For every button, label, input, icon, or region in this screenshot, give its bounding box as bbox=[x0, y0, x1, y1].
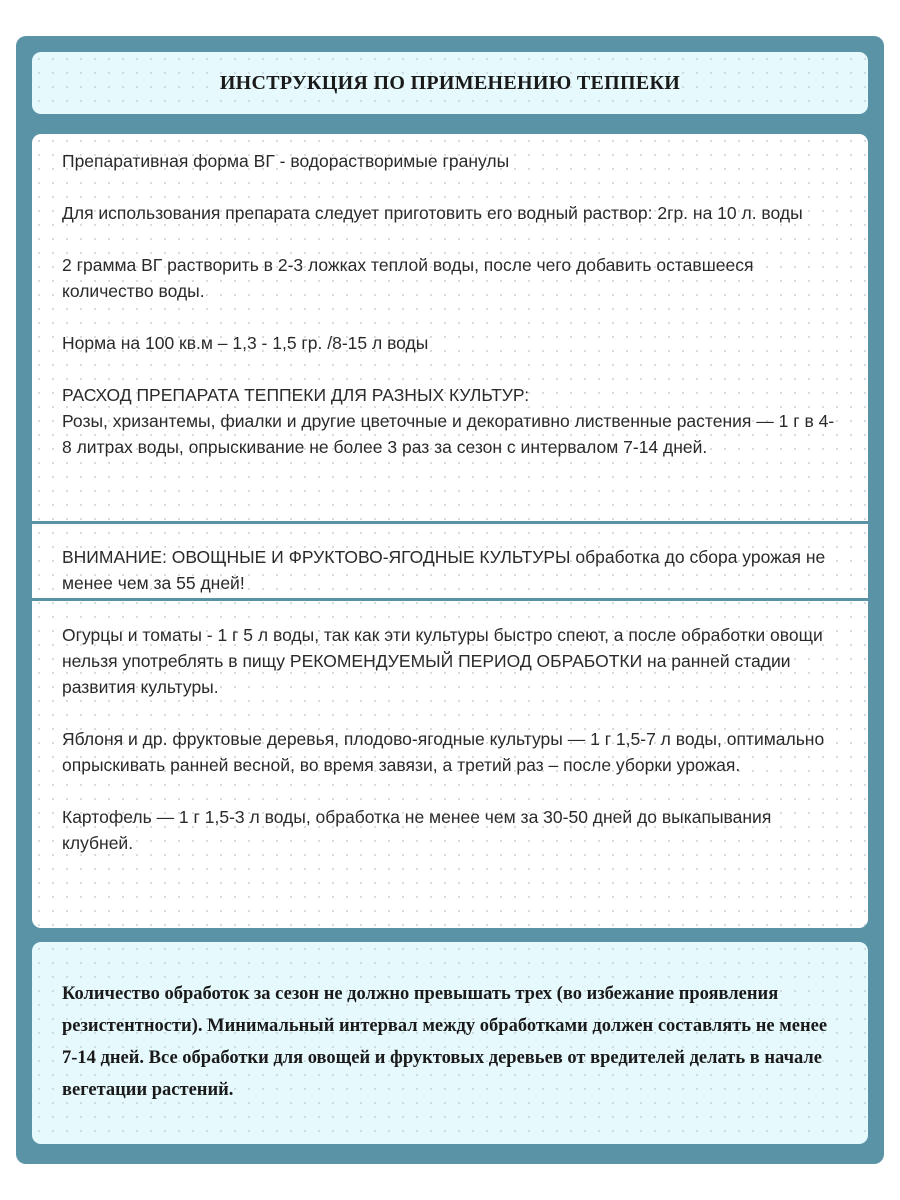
instruction-frame bbox=[16, 36, 884, 1164]
crops-section bbox=[32, 622, 868, 856]
warning-section bbox=[32, 544, 868, 596]
page-title: ИНСТРУКЦИЯ ПО ПРИМЕНЕНИЮ ТЕППЕКИ bbox=[219, 71, 681, 94]
warning-text: обработка до сбора урожая не менее чем за 55 дней! bbox=[62, 547, 826, 593]
summary-note: Количество обработок за сезон не должно превышать трех (во избежание проявления резистентности). Минимальный интервал между обработками должен составлять не менее 7-14 дней. Все обработки для овощей и фруктовых деревьев от вредителей делать в начале вегетации растений. bbox=[62, 984, 828, 1100]
main-instructions-card bbox=[32, 134, 868, 928]
fruit-trees-paragraph: Яблоня и др. фруктовые деревья, плодово-ягодные культуры — 1 г 1,5-7 л воды, оптимально опрыскивать ранней весной, во время завязи, а третий раз – после уборки урожая. bbox=[62, 729, 825, 775]
cucumbers-paragraph: Огурцы и томаты - 1 г 5 л воды, так как эти культуры быстро спеют, а после обработки овощи нельзя употреблять в пищу РЕКОМЕНДУЕМЫЙ ПЕРИОД ОБРАБОТКИ на ранней стадии развития культуры. bbox=[62, 625, 823, 697]
general-section bbox=[32, 148, 868, 460]
warning-heading: ВНИМАНИЕ: ОВОЩНЫЕ И ФРУКТОВО-ЯГОДНЫЕ КУЛЬТУРЫ bbox=[62, 547, 571, 567]
title-card bbox=[32, 52, 868, 114]
usage-heading: РАСХОД ПРЕПАРАТА ТЕППЕКИ ДЛЯ РАЗНЫХ КУЛЬТУР: bbox=[62, 385, 530, 405]
warning-paragraph bbox=[62, 544, 838, 596]
section-divider-bottom bbox=[32, 598, 868, 601]
potato-paragraph: Картофель — 1 г 1,5-3 л воды, обработка не менее чем за 30-50 дней до выкапывания клубней. bbox=[62, 807, 772, 853]
norm-paragraph: Норма на 100 кв.м – 1,3 - 1,5 гр. /8-15 л воды bbox=[62, 333, 429, 353]
section-divider-top bbox=[32, 521, 868, 524]
usage-flowers-paragraph: Розы, хризантемы, фиалки и другие цветочные и декоративно лиственные растения — 1 г в 4-8 литрах воды, опрыскивание не более 3 раз за сезон с интервалом 7-14 дней. bbox=[62, 411, 835, 457]
summary-card bbox=[32, 942, 868, 1144]
dissolve-paragraph: 2 грамма ВГ растворить в 2-3 ложках теплой воды, после чего добавить оставшееся количество воды. bbox=[62, 255, 754, 301]
form-paragraph: Препаративная форма ВГ - водорастворимые гранулы bbox=[62, 151, 510, 171]
preparation-paragraph: Для использования препарата следует приготовить его водный раствор: 2гр. на 10 л. воды bbox=[62, 203, 803, 223]
